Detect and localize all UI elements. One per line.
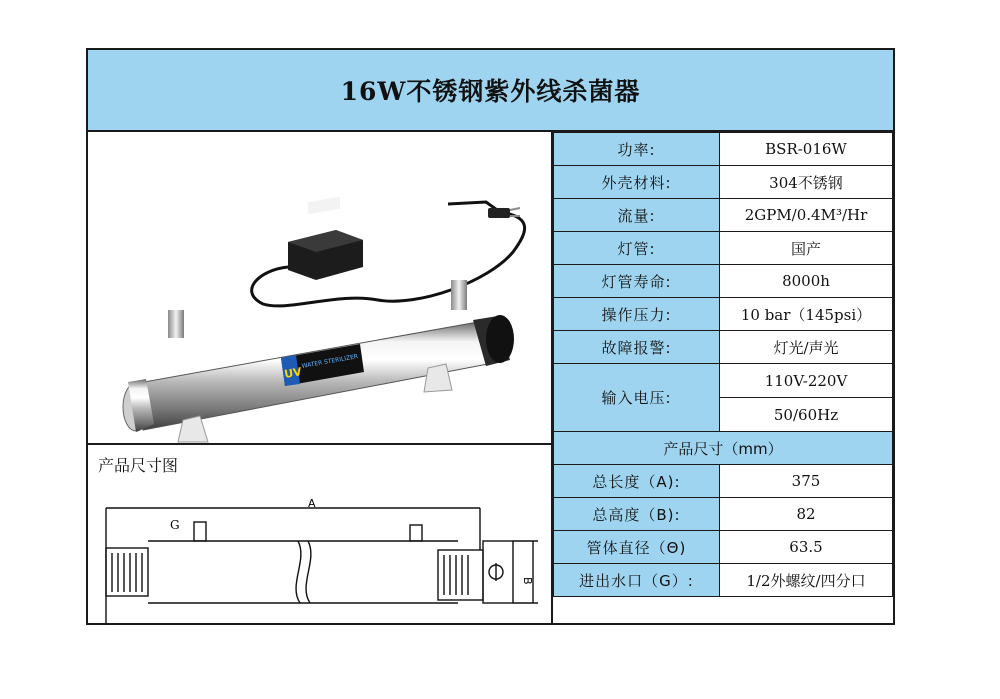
size-header-row [554, 432, 893, 465]
spec-value: 灯光/声光 [720, 331, 893, 364]
ballast-box [288, 197, 363, 280]
spec-value: 国产 [720, 232, 893, 265]
outlet-port [451, 280, 467, 310]
svg-text:WATER STERILIZER: WATER STERILIZER [301, 353, 359, 370]
spec-key: 操作压力: [554, 298, 720, 331]
size-key: 总长度（A): [554, 465, 720, 498]
spec-table [553, 132, 893, 597]
label-g: G [170, 518, 180, 532]
label-b: B [521, 577, 534, 585]
spec-key-voltage: 输入电压: [554, 364, 720, 432]
spec-value: BSR-016W [720, 133, 893, 166]
spec-key: 灯管寿命: [554, 265, 720, 298]
spec-value-voltage-range: 110V-220V [720, 364, 893, 398]
page-title: 16W不锈钢紫外线杀菌器 [340, 77, 641, 106]
size-row [554, 465, 893, 498]
label-a: A [308, 497, 316, 510]
dimension-diagram-title: 产品尺寸图 [98, 456, 179, 475]
spec-row [554, 298, 893, 331]
spec-row [554, 331, 893, 364]
dimension-diagram [88, 443, 551, 625]
size-key: 管体直径（Θ) [554, 531, 720, 564]
spec-sheet [86, 48, 895, 625]
size-value: 63.5 [720, 531, 893, 564]
spec-value: 304不锈钢 [720, 166, 893, 199]
spec-row-voltage [554, 364, 893, 398]
title-bar [88, 50, 893, 132]
plug [488, 208, 510, 218]
spec-row [554, 166, 893, 199]
spec-value: 8000h [720, 265, 893, 298]
spec-row [554, 265, 893, 298]
spec-key: 外壳材料: [554, 166, 720, 199]
size-key: 总高度（B): [554, 498, 720, 531]
size-key: 进出水口（G）: [554, 564, 720, 597]
uv-sterilizer-image [88, 132, 551, 443]
spec-key: 灯管: [554, 232, 720, 265]
size-value: 375 [720, 465, 893, 498]
svg-text:UV: UV [283, 365, 303, 381]
spec-value: 10 bar（145psi） [720, 298, 893, 331]
size-row [554, 498, 893, 531]
size-row [554, 564, 893, 597]
spec-key: 流量: [554, 199, 720, 232]
spec-row [554, 232, 893, 265]
spec-value-frequency: 50/60Hz [720, 398, 893, 432]
spec-key: 功率: [554, 133, 720, 166]
inlet-port [168, 310, 184, 338]
product-photo [88, 132, 551, 443]
size-value: 1/2外螺纹/四分口 [720, 564, 893, 597]
size-value: 82 [720, 498, 893, 531]
spec-key: 故障报警: [554, 331, 720, 364]
spec-row [554, 199, 893, 232]
size-row [554, 531, 893, 564]
dimension-drawing [88, 445, 551, 625]
spec-value: 2GPM/0.4M³/Hr [720, 199, 893, 232]
spec-row [554, 133, 893, 166]
size-header: 产品尺寸（mm） [554, 432, 893, 465]
